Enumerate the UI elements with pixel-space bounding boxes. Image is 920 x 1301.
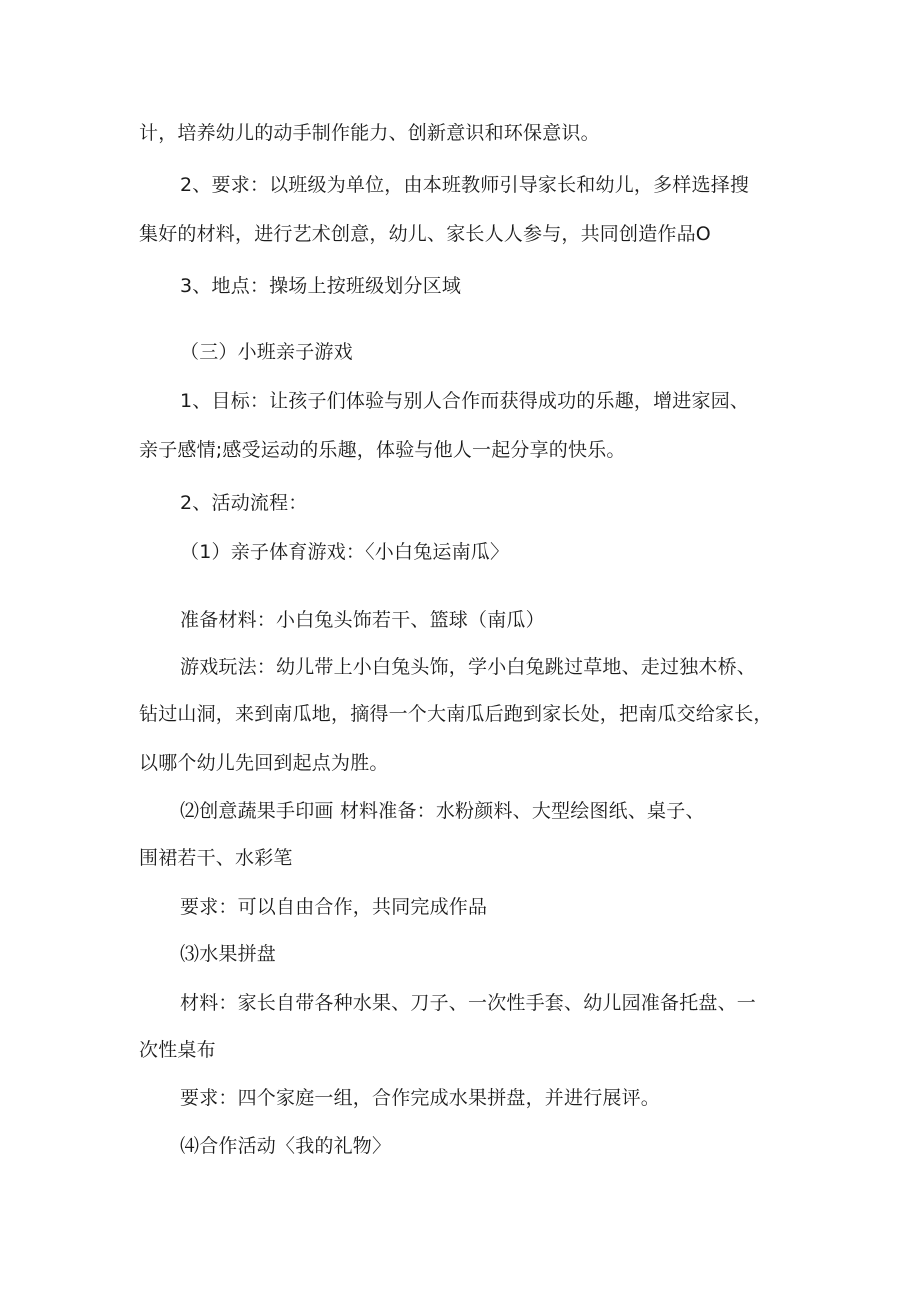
text-line: 围裙若干、水彩笔: [139, 847, 293, 869]
text-line: 2、要求：以班级为单位，由本班教师引导家长和幼儿，多样选择搜: [180, 174, 750, 196]
text-line: （1）亲子体育游戏：〈小白兔运南瓜〉: [180, 541, 510, 563]
text-line: 次性桌布: [139, 1039, 216, 1061]
text-line: 1、目标：让孩子们体验与别人合作而获得成功的乐趣，增进家园、: [180, 390, 750, 412]
text-line: ⑶水果拼盘: [180, 943, 277, 965]
text-line: 游戏玩法：幼儿带上小白兔头饰，学小白兔跳过草地、走过独木桥、: [180, 656, 757, 678]
section-heading: （三）小班亲子游戏: [180, 341, 353, 363]
text-line: ⑷合作活动〈我的礼物〉: [180, 1135, 392, 1157]
text-line: 材料：家长自带各种水果、刀子、一次性手套、幼儿园准备托盘、一: [180, 992, 757, 1014]
text-line: ⑵创意蔬果手印画 材料准备：水粉颜料、大型绘图纸、桌子、: [180, 800, 705, 822]
text-line: 3、地点：操场上按班级划分区域: [180, 275, 462, 297]
text-line: 钻过山洞，来到南瓜地，摘得一个大南瓜后跑到家长处，把南瓜交给家长，: [139, 703, 773, 725]
text-line: 集好的材料，进行艺术创意，幼儿、家长人人参与，共同创造作品O: [139, 223, 711, 245]
text-line: 要求：可以自由合作，共同完成作品: [180, 896, 488, 918]
text-line: 亲子感情;感受运动的乐趣，体验与他人一起分享的快乐。: [139, 439, 626, 461]
text-line: 计，培养幼儿的动手制作能力、创新意识和环保意识。: [139, 122, 600, 144]
text-line: 准备材料：小白兔头饰若干、篮球（南瓜）: [180, 609, 545, 631]
text-line: 以哪个幼儿先回到起点为胜。: [139, 752, 389, 774]
text-line: 要求：四个家庭一组，合作完成水果拼盘，并进行展评。: [180, 1087, 661, 1109]
text-line: 2、活动流程：: [180, 492, 308, 514]
